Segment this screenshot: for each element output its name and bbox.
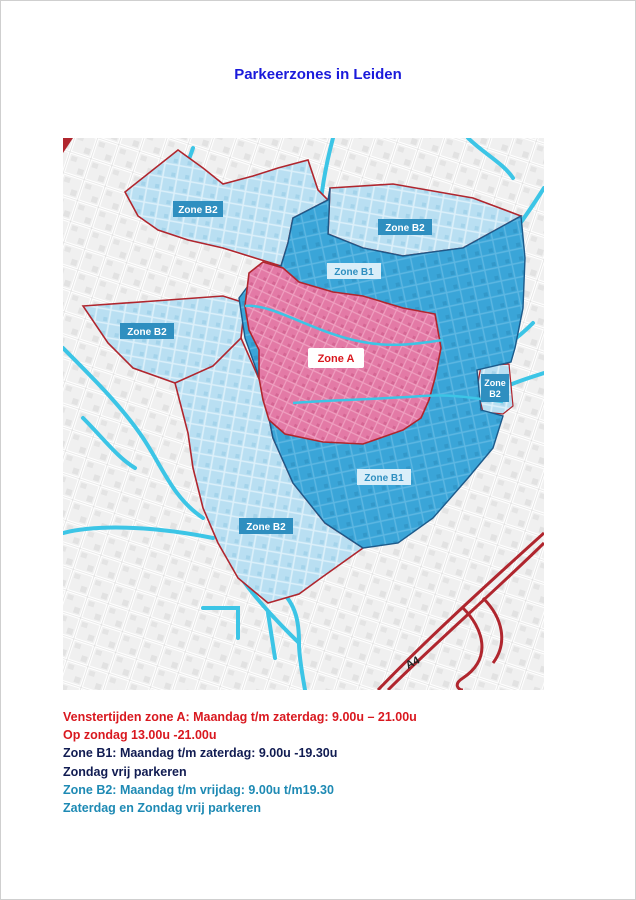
road-label-a4: A4 (403, 654, 422, 672)
zone-label-a: Zone A (317, 353, 355, 365)
legend-zone-a-hours: Venstertijden zone A: Maandag t/m zaterdag: 9.00u – 21.00u (63, 710, 417, 724)
parking-hours-legend (63, 708, 417, 817)
legend-zone-b1-hours: Zone B1: Maandag t/m zaterdag: 9.00u -19.30u (63, 746, 338, 761)
zone-label-b2-east-line2: B2 (489, 389, 501, 399)
legend-zone-b1-sunday: Zondag vrij parkeren (63, 764, 187, 779)
zone-label-b2-northeast: Zone B2 (385, 223, 425, 234)
zone-label-b1-north: Zone B1 (334, 267, 374, 278)
legend-zone-b2-hours: Zone B2: Maandag t/m vrijdag: 9.00u t/m19.30 (63, 782, 334, 797)
zone-label-b2-west: Zone B2 (127, 327, 167, 338)
parking-zone-map (63, 138, 544, 690)
legend-zone-b2-weekend: Zaterdag en Zondag vrij parkeren (63, 801, 261, 816)
map-svg (63, 138, 544, 690)
legend-zone-a-sunday: Op zondag 13.00u -21.00u (63, 728, 217, 743)
page-title: Parkeerzones in Leiden (234, 66, 402, 83)
zone-label-b1-south: Zone B1 (364, 473, 404, 484)
zone-label-b2-east-line1: Zone (484, 378, 506, 388)
zone-label-b2-northwest: Zone B2 (178, 205, 218, 216)
zone-label-b2-south: Zone B2 (246, 522, 286, 533)
